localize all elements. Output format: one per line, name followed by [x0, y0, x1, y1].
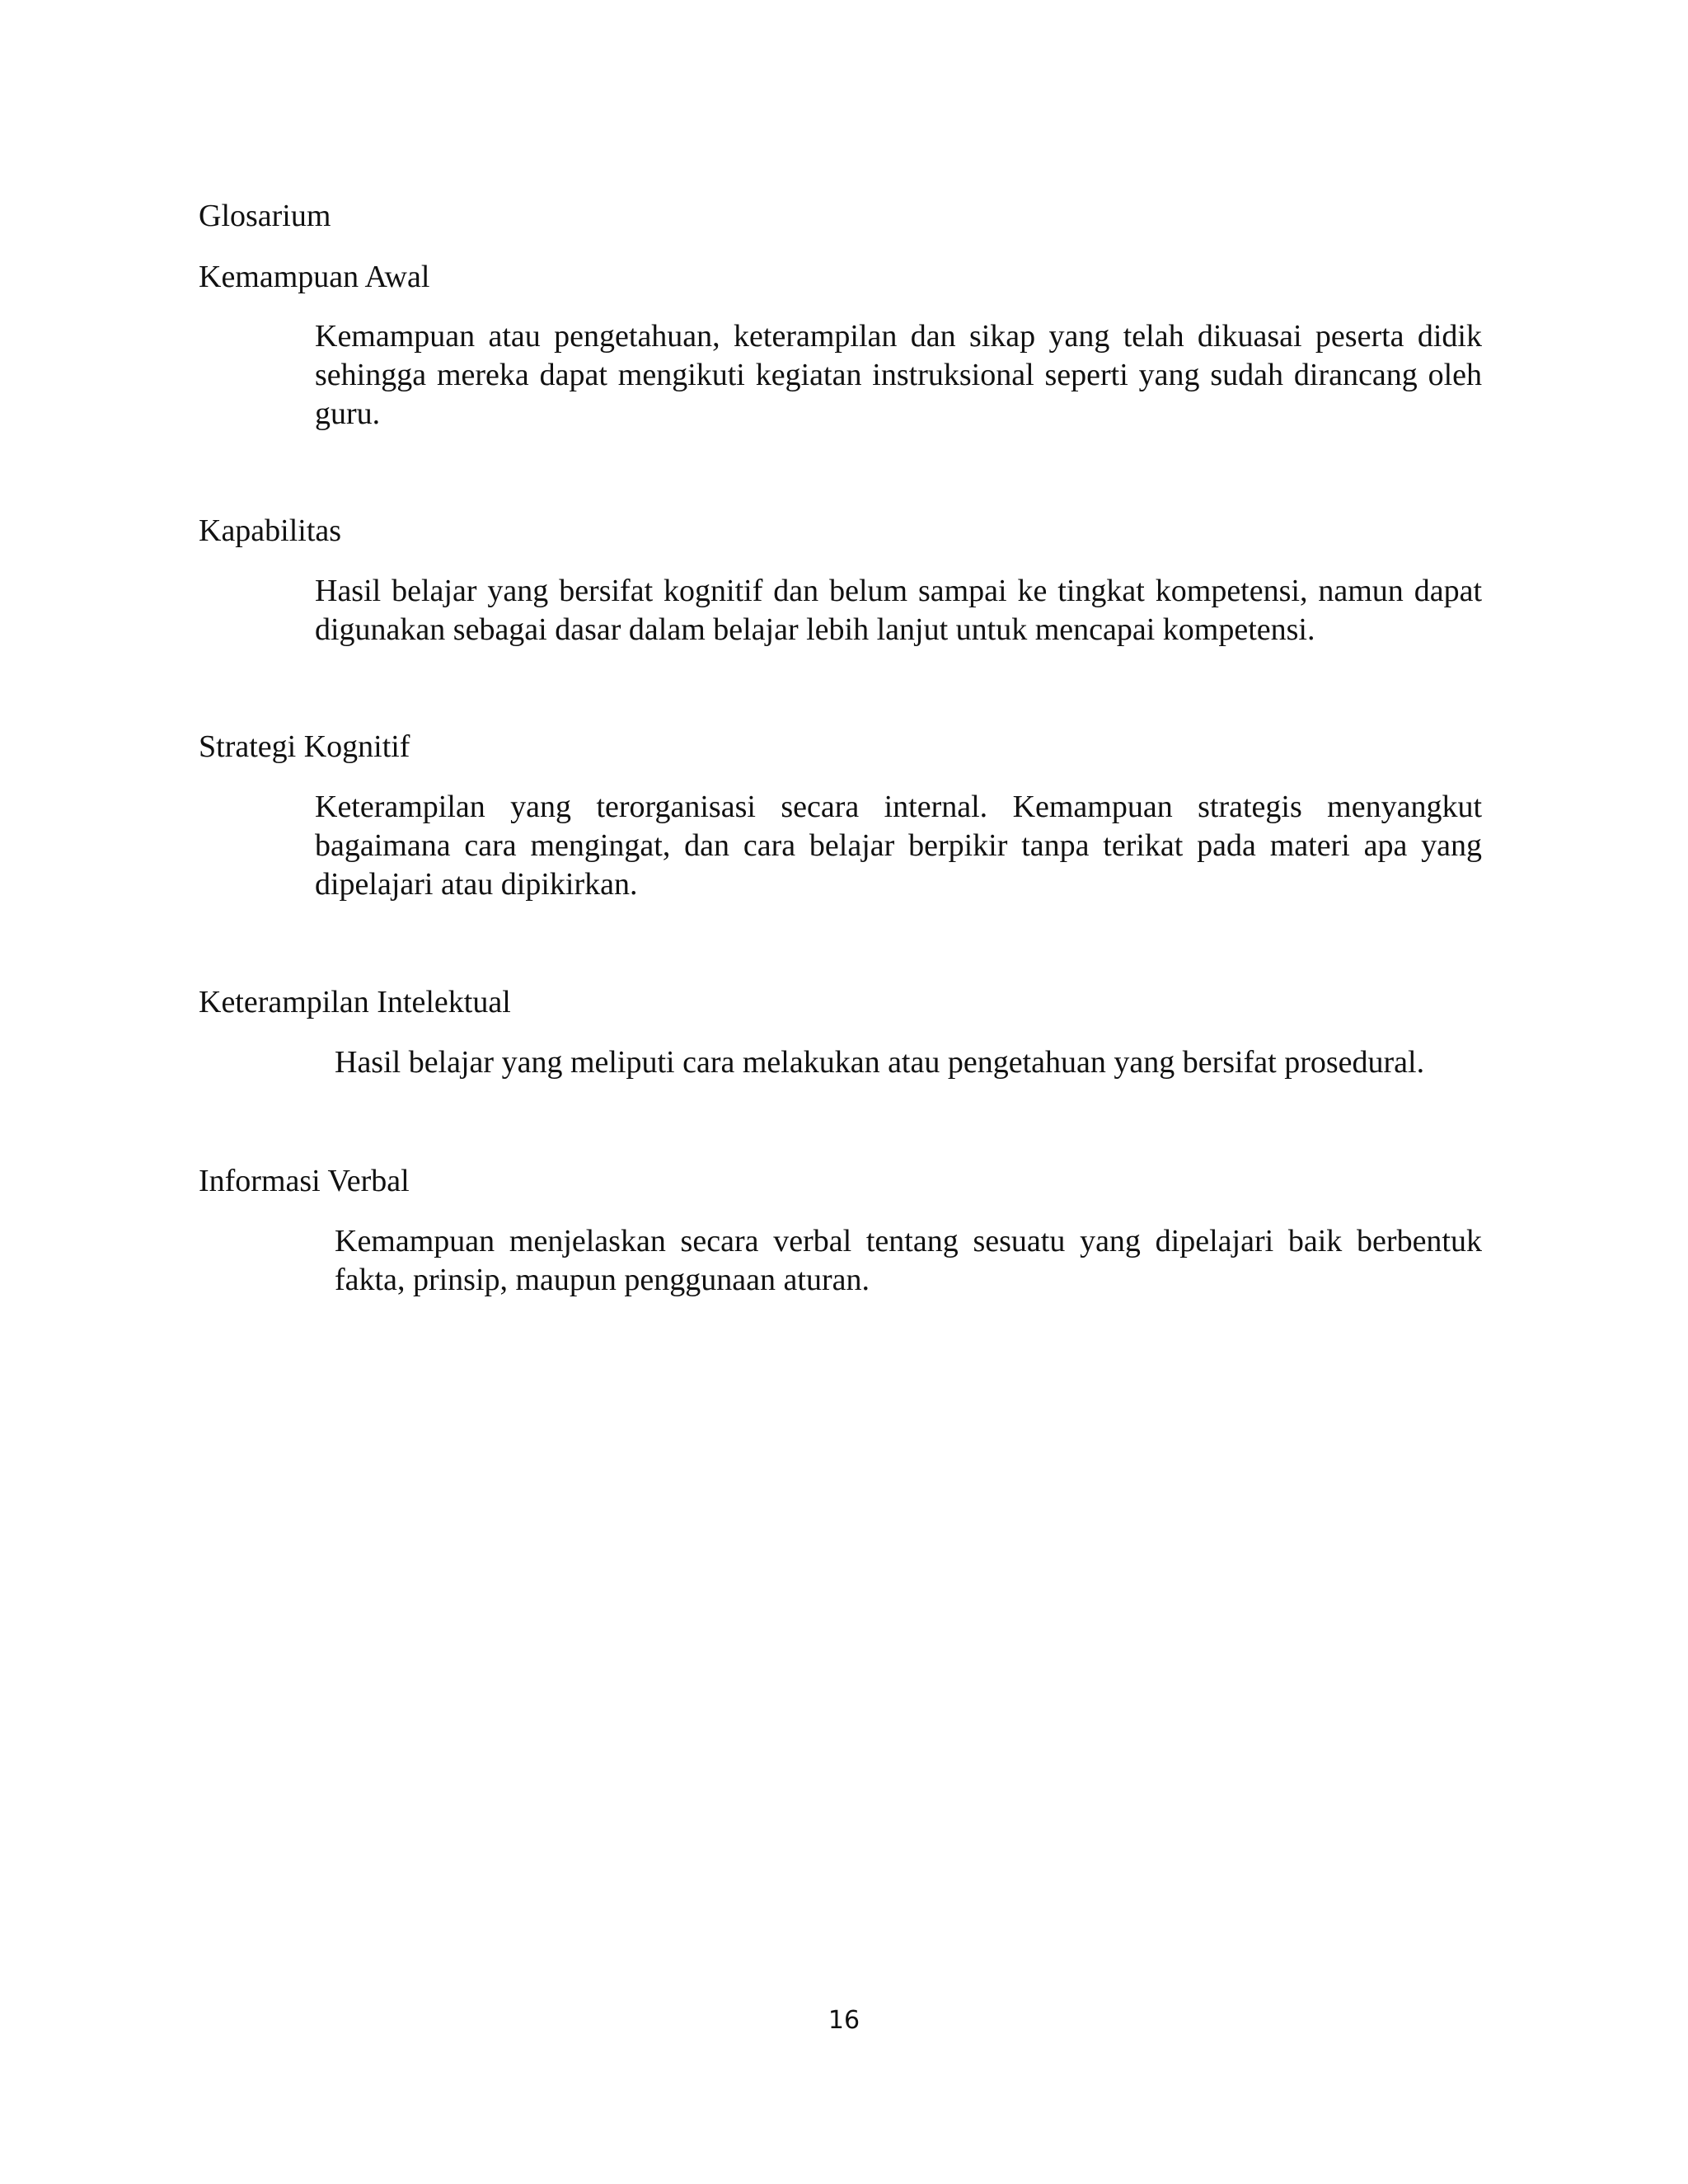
glossary-definition-kemampuan-awal: Kemampuan atau pengetahuan, keterampilan dan sikap yang telah dikuasai peserta didik sehingga mereka dapat mengikuti kegiatan instruksional seperti yang sudah dirancang oleh guru.	[315, 319, 1482, 431]
glossary-definition-strategi-kognitif: Keterampilan yang terorganisasi secara internal. Kemampuan strategis menyangkut bagaimana cara mengingat, dan cara belajar berpikir tanpa terikat pada materi apa yang dipelajari atau dipikirkan.	[315, 790, 1482, 902]
glossary-term-strategi-kognitif: Strategi Kognitif	[199, 729, 410, 764]
glossary-term-keterampilan-intelektual: Keterampilan Intelektual	[199, 985, 511, 1019]
glossary-term-kemampuan-awal: Kemampuan Awal	[199, 260, 430, 294]
glossary-definition-keterampilan-intelektual: Hasil belajar yang meliputi cara melakukan atau pengetahuan yang bersifat prosedural.	[335, 1045, 1425, 1080]
page-title: Glosarium	[199, 199, 331, 233]
glossary-term-informasi-verbal: Informasi Verbal	[199, 1164, 410, 1198]
glossary-definition-kapabilitas: Hasil belajar yang bersifat kognitif dan belum sampai ke tingkat kompetensi, namun dapat digunakan sebagai dasar dalam belajar lebih lanjut untuk mencapai kompetensi.	[315, 574, 1482, 647]
glossary-term-kapabilitas: Kapabilitas	[199, 513, 342, 548]
page-number: 16	[828, 2006, 860, 2035]
glossary-definition-informasi-verbal: Kemampuan menjelaskan secara verbal tentang sesuatu yang dipelajari baik berbentuk fakta, prinsip, maupun penggunaan aturan.	[335, 1224, 1482, 1297]
